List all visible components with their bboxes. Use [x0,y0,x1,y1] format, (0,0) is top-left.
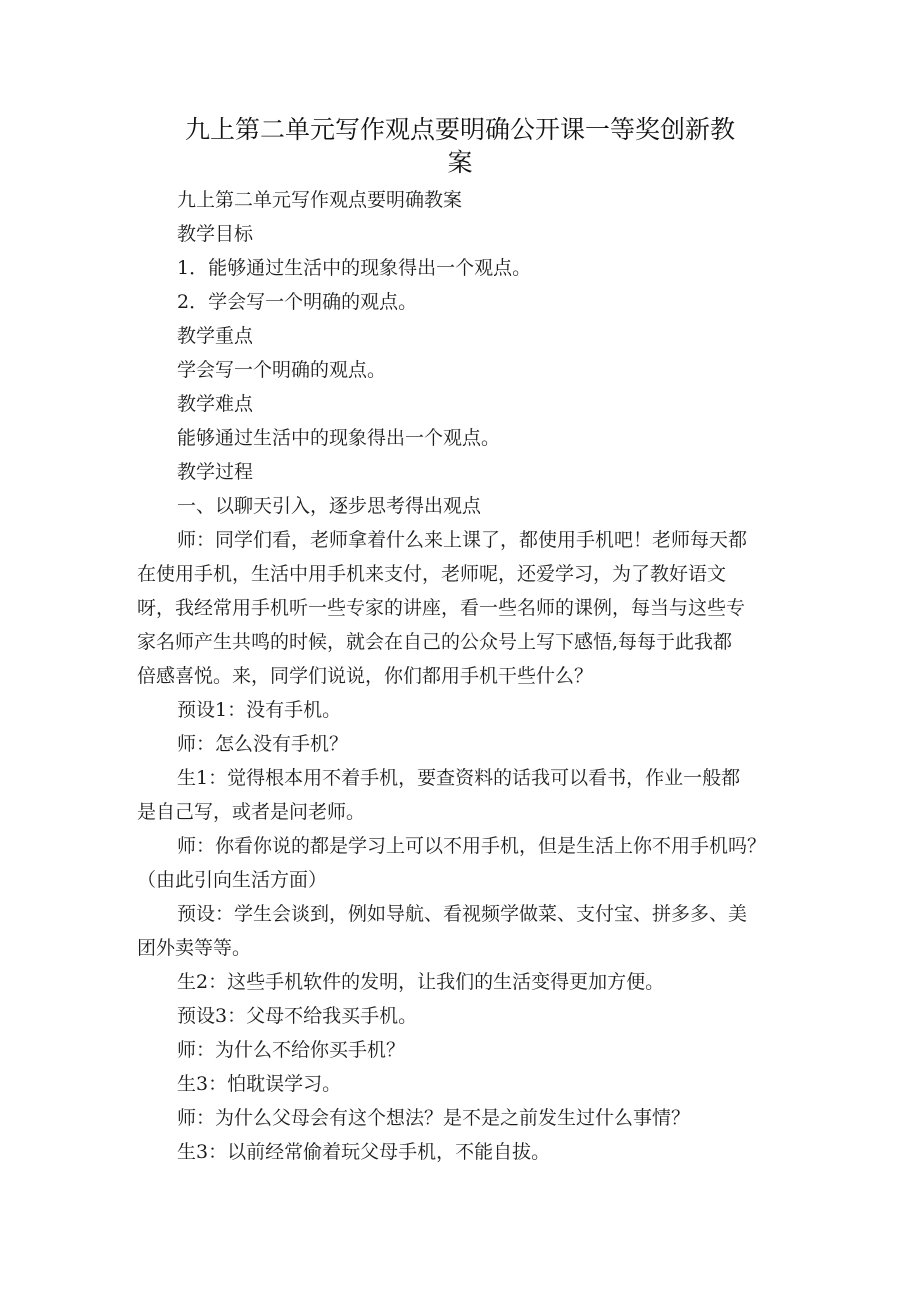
document-title-line-2: 案 [447,148,473,177]
dialogue-line: 团外卖等等。 [137,937,252,959]
paragraph-line: 家名师产生共鸣的时候，就会在自己的公众号上写下感悟,每每于此我都 [137,631,733,653]
heading-teaching-goals: 教学目标 [177,223,254,245]
paragraph-line: 呀，我经常用手机听一些专家的讲座，看一些名师的课例，每当与这些专 [137,597,746,619]
dialogue-line: 生3：怕耽误学习。 [177,1073,342,1095]
dialogue-line: 生3：以前经常偷着玩父母手机，不能自拔。 [177,1141,551,1163]
lesson-plan-subtitle: 九上第二单元写作观点要明确教案 [177,189,463,211]
dialogue-line: 师：为什么不给你买手机？ [177,1039,406,1061]
dialogue-line: 是自己写，或者是问老师。 [137,801,366,823]
key-point-text: 学会写一个明确的观点。 [177,359,387,381]
goal-item-2: 2．学会写一个明确的观点。 [177,291,418,313]
goal-item-1: 1．能够通过生活中的现象得出一个观点。 [177,257,532,279]
heading-difficulties: 教学难点 [177,393,254,415]
dialogue-line: 预设3：父母不给我买手机。 [177,1005,418,1027]
dialogue-line: 生1：觉得根本用不着手机，要查资料的话我可以看书，作业一般都 [177,767,741,789]
paragraph-line: 倍感喜悦。来，同学们说说，你们都用手机干些什么？ [137,665,594,687]
paragraph-line: 师：同学们看，老师拿着什么来上课了，都使用手机吧！老师每天都 [177,529,748,551]
dialogue-line: 师：你看你说的都是学习上可以不用手机，但是生活上你不用手机吗？ [177,835,767,857]
heading-key-points: 教学重点 [177,325,254,347]
paragraph-line: 在使用手机，生活中用手机来支付，老师呢，还爱学习，为了教好语文 [137,563,727,585]
dialogue-line: 师：为什么父母会有这个想法？是不是之前发生过什么事情？ [177,1107,691,1129]
difficulty-text: 能够通过生活中的现象得出一个观点。 [177,427,501,449]
dialogue-line: 预设1：没有手机。 [177,699,342,721]
section-heading-1: 一、以聊天引入，逐步思考得出观点 [177,495,482,517]
heading-teaching-process: 教学过程 [177,461,254,483]
document-title-line-1: 九上第二单元写作观点要明确公开课一等奖创新教 [184,115,735,144]
dialogue-line: （由此引向生活方面） [137,869,328,891]
dialogue-line: 预设：学生会谈到，例如导航、看视频学做菜、支付宝、拼多多、美 [177,903,748,925]
dialogue-line: 生2：这些手机软件的发明，让我们的生活变得更加方便。 [177,971,665,993]
dialogue-line: 师：怎么没有手机？ [177,733,349,755]
